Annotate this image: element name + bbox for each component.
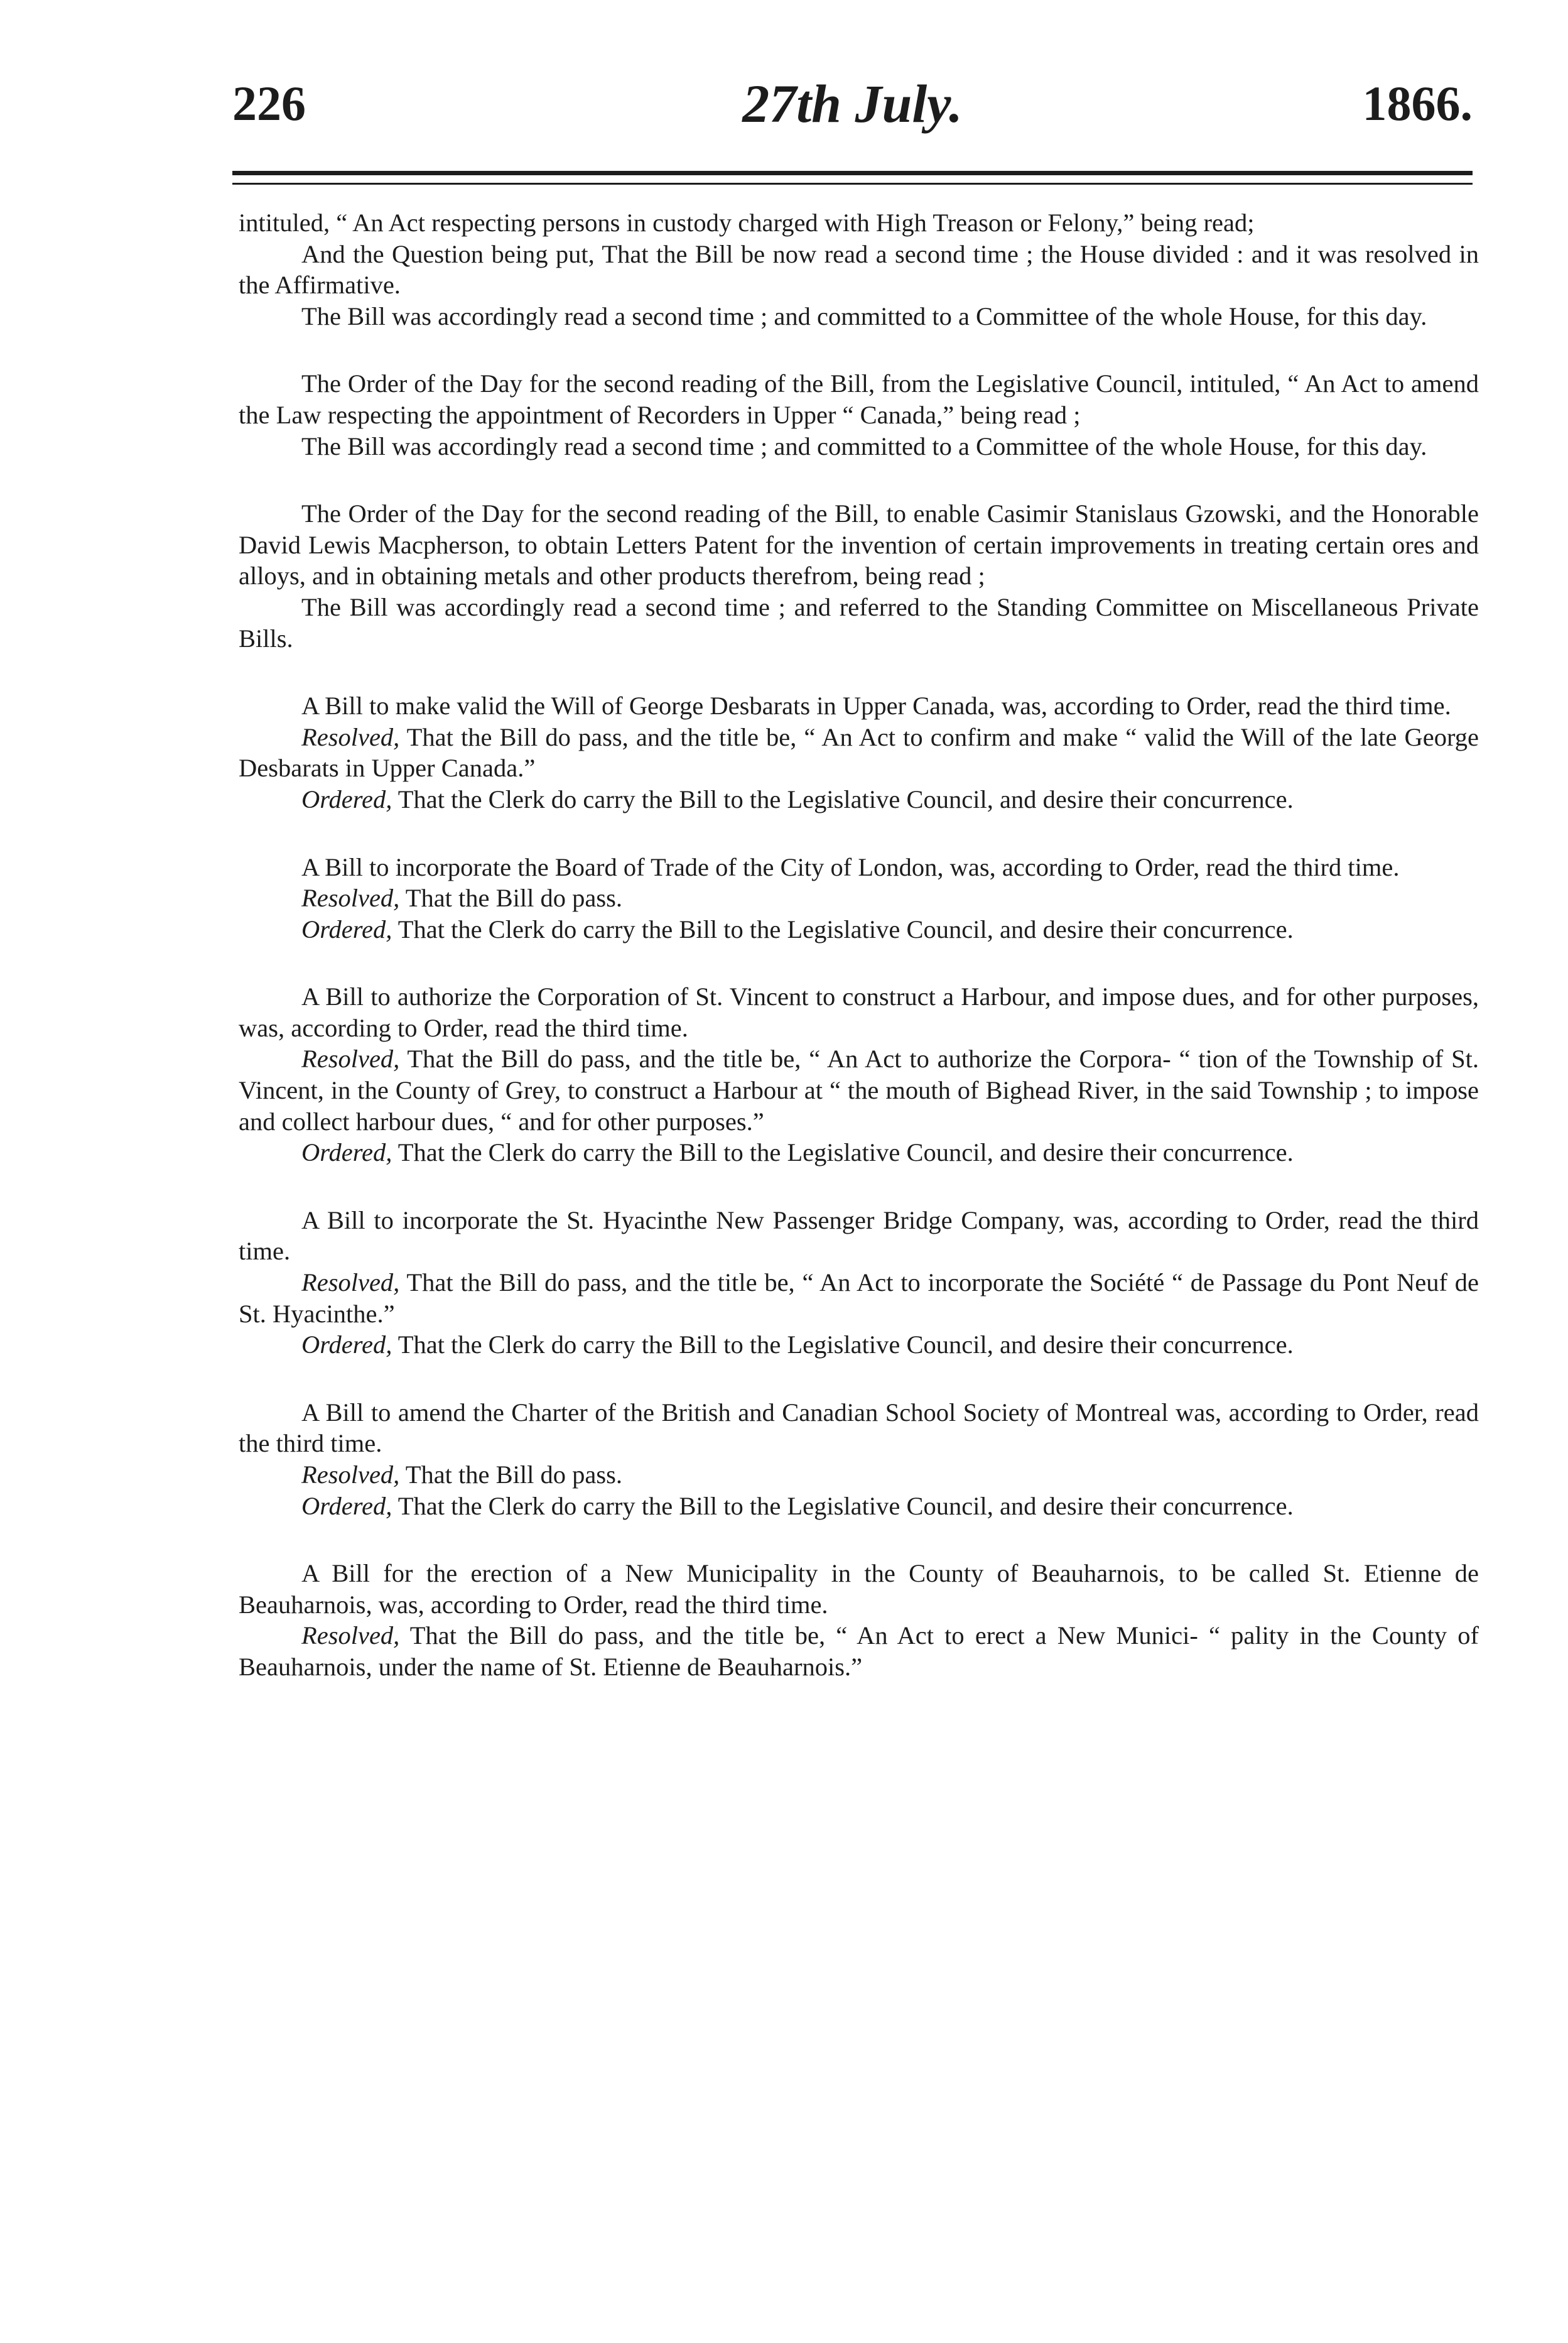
paragraph — [239, 1043, 1479, 1137]
paragraph-text: That the Clerk do carry the Bill to the Legislative Council, and desire their concurrence. — [392, 915, 1294, 943]
header-rule-thick — [232, 171, 1473, 175]
paragraph-text: That the Clerk do carry the Bill to the Legislative Council, and desire their concurrence. — [392, 1138, 1294, 1167]
paragraph-text: That the Clerk do carry the Bill to the Legislative Council, and desire their concurrence. — [392, 1491, 1294, 1520]
paragraph — [239, 914, 1479, 945]
paragraph-text: The Order of the Day for the second reading of the Bill, to enable Casimir Stanislaus Gzowski, and the Honorable David Lewis Macpherson, to obtain Letters Patent for the invention of certain improvements in treating certain ores and alloys, and in obtaining metals and other products therefrom, being read ; — [239, 499, 1479, 590]
paragraph — [239, 1397, 1479, 1459]
paragraph-text: A Bill to make valid the Will of George Desbarats in Upper Canada, was, according to Order, read the third time. — [301, 692, 1451, 720]
paragraph-text: And the Question being put, That the Bill be now read a second time ; the House divided : and it was resolved in the Affirmative. — [239, 239, 1479, 300]
paragraph-lead: Resolved, — [301, 1268, 400, 1297]
paragraph — [239, 498, 1479, 592]
paragraph — [239, 207, 1479, 239]
paragraph — [239, 1620, 1479, 1682]
paragraph-text: The Bill was accordingly read a second time ; and committed to a Committee of the whole House, for this day. — [301, 302, 1427, 330]
paragraph-text: That the Bill do pass, and the title be, “ An Act to confirm and make “ valid the Will of the late George Desbarats in Upper Canada.” — [239, 722, 1479, 783]
paragraph-text: intituled, “ An Act respecting persons in custody charged with High Treason or Felony,” being read; — [239, 209, 1255, 237]
paragraph — [239, 690, 1479, 722]
paragraph — [239, 852, 1479, 883]
paragraph-text: That the Bill do pass. — [399, 1460, 623, 1489]
paragraph-lead: Resolved, — [301, 1460, 400, 1489]
paragraph — [239, 1491, 1479, 1522]
paragraph — [239, 1137, 1479, 1168]
paragraph-text: That the Clerk do carry the Bill to the Legislative Council, and desire their concurrence. — [392, 1330, 1294, 1359]
page-year: 1866. — [1362, 76, 1473, 131]
paragraph-text: The Bill was accordingly read a second time ; and committed to a Committee of the whole House, for this day. — [301, 432, 1427, 460]
paragraph-text: A Bill to incorporate the Board of Trade of the City of London, was, according to Order, read the third time. — [301, 852, 1400, 881]
paragraph-lead: Ordered, — [301, 1138, 392, 1167]
paragraph-text: That the Bill do pass, and the title be, “ An Act to incorporate the Société “ de Passage du Pont Neuf de St. Hyacinthe.” — [239, 1268, 1479, 1328]
paragraph — [239, 722, 1479, 784]
page-header — [232, 69, 1473, 138]
paragraph-text: That the Bill do pass, and the title be, “ An Act to erect a New Munici- “ pality in the County of Beauharnois, under the name of St. Etienne de Beauharnois.” — [239, 1621, 1479, 1681]
paragraph-text: The Order of the Day for the second reading of the Bill, from the Legislative Council, intituled, “ An Act to amend the Law respecting the appointment of Recorders in Upper “ Canada,” being read ; — [239, 369, 1479, 429]
paragraph-text: That the Bill do pass, and the title be, “ An Act to authorize the Corpora- “ tion of the Township of St. Vincent, in the County of Grey, to construct a Harbour at “ the mouth of Bighead River, in the said Township ; to impose and collect harbour dues, “ and for other purposes.” — [239, 1045, 1479, 1136]
header-rule-thin — [232, 183, 1473, 185]
paragraph — [239, 592, 1479, 654]
journal-body — [239, 207, 1479, 1683]
paragraph-lead: Resolved, — [301, 1621, 400, 1650]
page-date: 27th July. — [742, 73, 963, 134]
paragraph — [239, 981, 1479, 1043]
paragraph-text: A Bill to incorporate the St. Hyacinthe New Passenger Bridge Company, was, according to Order, read the third time. — [239, 1205, 1479, 1266]
paragraph — [239, 239, 1479, 301]
paragraph-lead: Resolved, — [301, 1045, 400, 1074]
paragraph — [239, 1558, 1479, 1620]
paragraph — [239, 883, 1479, 914]
paragraph — [239, 1205, 1479, 1267]
paragraph-lead: Ordered, — [301, 1491, 392, 1520]
paragraph-lead: Ordered, — [301, 1330, 392, 1359]
paragraph — [239, 368, 1479, 430]
paragraph-text: A Bill for the erection of a New Municipality in the County of Beauharnois, to be called St. Etienne de Beauharnois, was, according to Order, read the third time. — [239, 1559, 1479, 1619]
paragraph-lead: Ordered, — [301, 785, 392, 813]
paragraph — [239, 431, 1479, 462]
paragraph-text: A Bill to authorize the Corporation of St. Vincent to construct a Harbour, and impose dues, and for other purposes, was, according to Order, read the third time. — [239, 982, 1479, 1042]
paragraph-text: That the Bill do pass. — [399, 884, 623, 913]
paragraph — [239, 1459, 1479, 1491]
paragraph — [239, 784, 1479, 815]
paragraph — [239, 301, 1479, 332]
paragraph-lead: Ordered, — [301, 915, 392, 943]
paragraph — [239, 1329, 1479, 1361]
page-number: 226 — [232, 76, 306, 131]
paragraph-lead: Resolved, — [301, 884, 400, 913]
paragraph-text: That the Clerk do carry the Bill to the Legislative Council, and desire their concurrence. — [392, 785, 1294, 813]
paragraph — [239, 1267, 1479, 1329]
paragraph-text: A Bill to amend the Charter of the British and Canadian School Society of Montreal was, according to Order, read the third time. — [239, 1398, 1479, 1458]
paragraph-lead: Resolved, — [301, 722, 400, 751]
paragraph-text: The Bill was accordingly read a second time ; and referred to the Standing Committee on Miscellaneous Private Bills. — [239, 592, 1479, 653]
